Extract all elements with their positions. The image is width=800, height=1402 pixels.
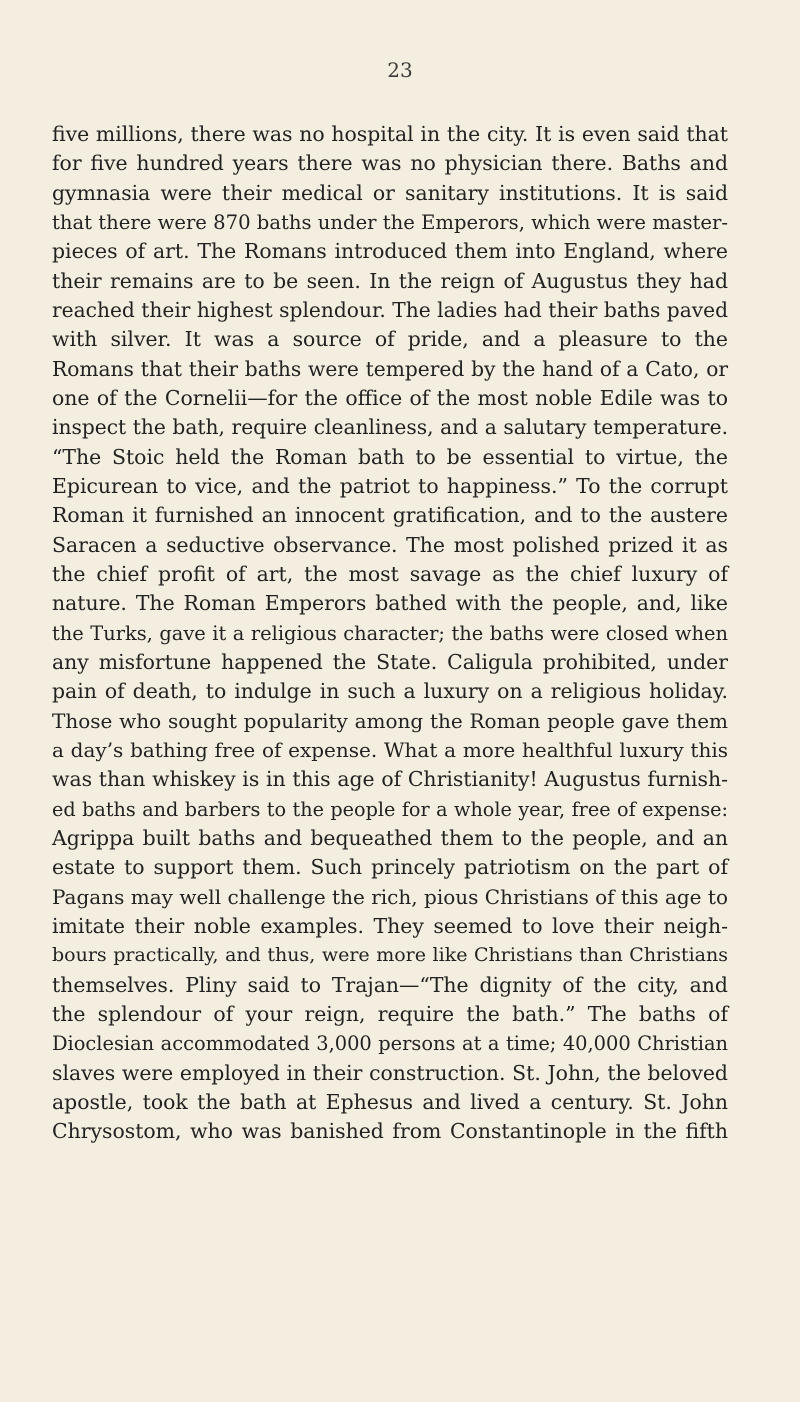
text-line: imitate their noble examples. They seemed to love their neigh- <box>52 913 728 938</box>
text-line: bours practically, and thus, were more like Christians than Christians <box>52 944 728 967</box>
text-line: Chrysostom, who was banished from Constantinople in the fifth <box>52 1119 728 1144</box>
text-line: Dioclesian accommodated 3,000 persons at a time; 40,000 Christian <box>52 1032 728 1056</box>
text-line: reached their highest splendour. The ladies had their baths paved <box>52 297 728 322</box>
text-line: estate to support them. Such princely patriotism on the part of <box>52 855 728 880</box>
text-line: slaves were employed in their construction. St. John, the beloved <box>52 1060 728 1085</box>
text-line: any misfortune happened the State. Caligula prohibited, under <box>52 649 728 674</box>
text-line: pieces of art. The Romans introduced them into England, where <box>52 239 728 264</box>
text-line: Pagans may well challenge the rich, pious Christians of this age to <box>52 884 728 909</box>
page-number: 23 <box>387 58 413 82</box>
text-line: apostle, took the bath at Ephesus and lived a century. St. John <box>52 1089 728 1114</box>
text-line: with silver. It was a source of pride, and a pleasure to the <box>52 327 728 352</box>
text-line: Those who sought popularity among the Roman people gave them <box>52 708 728 733</box>
text-line: themselves. Pliny said to Trajan—“The dignity of the city, and <box>52 972 728 997</box>
text-line: was than whiskey is in this age of Christianity! Augustus furnish- <box>52 767 728 792</box>
text-line: the Turks, gave it a religious character; the baths were closed when <box>52 621 728 645</box>
text-line: for five hundred years there was no physician there. Baths and <box>52 151 728 176</box>
text-line: gymnasia were their medical or sanitary institutions. It is said <box>52 180 728 205</box>
text-line: Epicurean to vice, and the patriot to happiness.” To the corrupt <box>52 473 728 498</box>
text-line: the splendour of your reign, require the bath.” The baths of <box>52 1001 728 1026</box>
text-line: pain of death, to indulge in such a luxury on a religious holiday. <box>52 679 728 704</box>
text-line: nature. The Roman Emperors bathed with the people, and, like <box>52 591 728 616</box>
text-line: Roman it furnished an innocent gratification, and to the austere <box>52 503 728 528</box>
text-line: their remains are to be seen. In the reign of Augustus they had <box>52 268 728 293</box>
text-line: Agrippa built baths and bequeathed them to the people, and an <box>52 825 728 850</box>
text-line: one of the Cornelii—for the office of the most noble Edile was to <box>52 385 728 410</box>
text-line: Saracen a seductive observance. The most polished prized it as <box>52 532 728 557</box>
text-line: inspect the bath, require cleanliness, and a salutary temperature. <box>52 415 728 440</box>
text-line: “The Stoic held the Roman bath to be essential to virtue, the <box>52 444 728 469</box>
text-line: ed baths and barbers to the people for a whole year, free of expense: <box>52 797 728 821</box>
text-line: five millions, there was no hospital in the city. It is even said that <box>52 122 728 146</box>
text-line: that there were 870 baths under the Emperors, which were master- <box>52 210 728 234</box>
text-line: Romans that their baths were tempered by the hand of a Cato, or <box>52 356 728 381</box>
body-paragraph <box>52 120 728 1146</box>
text-line: a day’s bathing free of expense. What a more healthful luxury this <box>52 737 728 762</box>
text-line: the chief profit of art, the most savage as the chief luxury of <box>52 561 728 586</box>
